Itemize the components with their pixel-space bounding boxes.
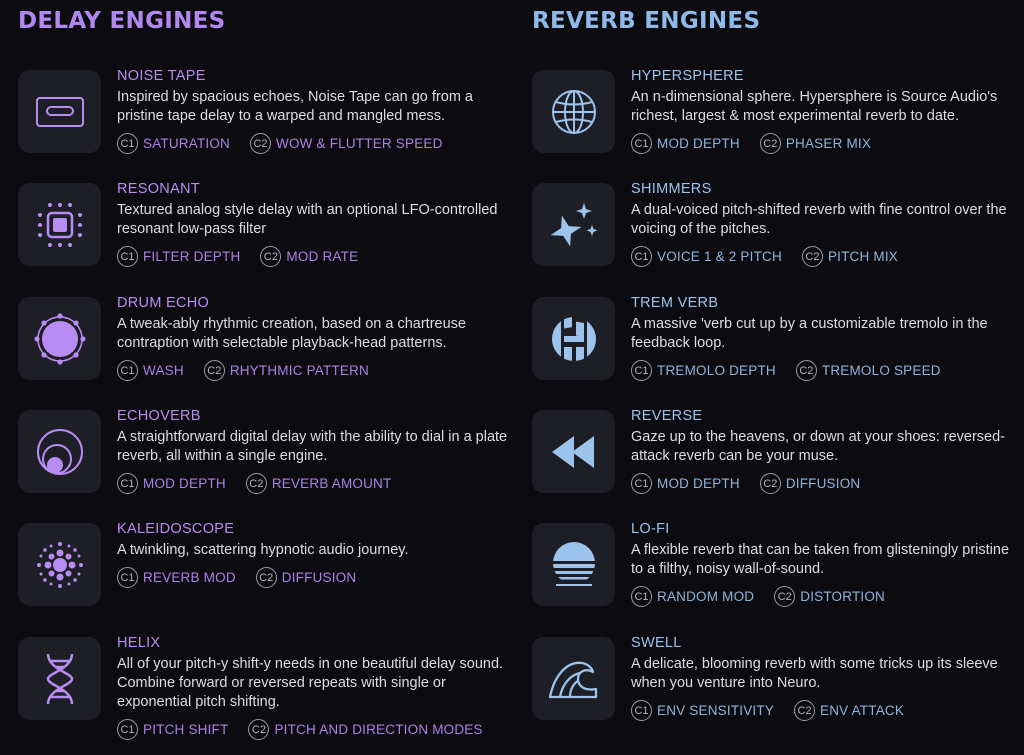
engine-name: HYPERSPHERE [631, 68, 744, 84]
c1-badge: C1 [631, 360, 652, 381]
c1-badge: C1 [631, 133, 652, 154]
control-label: RANDOM MOD [657, 589, 755, 604]
control-2 [760, 473, 861, 494]
engine-description: A flexible reverb that can be taken from glisteningly pristine to a filthy, noisy wall-of-sound. [631, 542, 1010, 577]
engine-controls [117, 567, 376, 588]
control-label: FILTER DEPTH [143, 249, 241, 264]
control-2 [260, 246, 358, 267]
control-1 [631, 360, 776, 381]
control-2 [796, 360, 941, 381]
chip-icon [18, 183, 101, 266]
control-2 [774, 586, 885, 607]
c2-badge: C2 [760, 133, 781, 154]
engine-name: NOISE TAPE [117, 68, 206, 84]
control-label: PHASER MIX [785, 136, 872, 151]
engine-controls [631, 360, 961, 381]
c1-badge: C1 [117, 719, 138, 740]
c1-badge: C1 [631, 700, 652, 721]
engine-description: All of your pitch-y shift-y needs in one beautiful delay sound. Combine forward or reversed repeats with single or exponential pitch shifting. [117, 656, 504, 710]
c1-badge: C1 [631, 246, 652, 267]
engine-description: A tweak-ably rhythmic creation, based on a chartreuse contraption with selectable playback-head patterns. [117, 316, 466, 351]
engine-description: Textured analog style delay with an optional LFO-controlled resonant low-pass filter [117, 202, 498, 237]
engine-controls [117, 719, 503, 740]
control-2 [246, 473, 392, 494]
engine-description: A delicate, blooming reverb with some tricks up its sleeve when you venture into Neuro. [631, 656, 998, 691]
control-label: DISTORTION [800, 589, 886, 604]
control-1 [631, 246, 782, 267]
c1-badge: C1 [117, 246, 138, 267]
engine-description: A massive 'verb cut up by a customizable tremolo in the feedback loop. [631, 316, 988, 351]
c1-badge: C1 [117, 567, 138, 588]
control-1 [117, 719, 228, 740]
sliced-circle-icon [532, 297, 615, 380]
engine-name: RESONANT [117, 181, 200, 197]
control-label: WASH [143, 363, 184, 378]
c2-badge: C2 [796, 360, 817, 381]
engine-controls [117, 473, 411, 494]
engine-description: A twinkling, scattering hypnotic audio journey. [117, 542, 409, 558]
engine-description: Inspired by spacious echoes, Noise Tape can go from a pristine tape delay to a warped and mangled mess. [117, 89, 473, 124]
control-label: REVERB AMOUNT [271, 476, 392, 491]
engine-name: DRUM ECHO [117, 295, 210, 311]
control-2 [248, 719, 482, 740]
c2-badge: C2 [256, 567, 277, 588]
c2-badge: C2 [774, 586, 795, 607]
control-1 [117, 133, 230, 154]
delay-engines-title: DELAY ENGINES [18, 8, 226, 34]
control-label: REVERB MOD [143, 570, 236, 585]
c2-badge: C2 [204, 360, 225, 381]
engine-name: REVERSE [631, 408, 703, 424]
c2-badge: C2 [760, 473, 781, 494]
rewind-icon [532, 410, 615, 493]
c1-badge: C1 [117, 473, 138, 494]
control-label: SATURATION [143, 136, 231, 151]
control-label: RHYTHMIC PATTERN [229, 363, 370, 378]
sparkles-icon [532, 183, 615, 266]
engine-name: TREM VERB [631, 295, 719, 311]
engine-description: Gaze up to the heavens, or down at your shoes: reversed-attack reverb can be your muse. [631, 429, 1005, 464]
control-label: MOD DEPTH [143, 476, 226, 491]
control-label: DIFFUSION [281, 570, 357, 585]
control-1 [117, 360, 184, 381]
control-label: WOW & FLUTTER SPEED [276, 136, 443, 151]
control-label: TREMOLO DEPTH [657, 363, 776, 378]
control-1 [117, 246, 240, 267]
control-1 [631, 473, 740, 494]
control-1 [631, 586, 754, 607]
engine-name: SWELL [631, 635, 682, 651]
c1-badge: C1 [117, 360, 138, 381]
control-2 [250, 133, 443, 154]
dna-helix-icon [18, 637, 101, 720]
engine-controls [631, 133, 891, 154]
engine-controls [117, 246, 378, 267]
engine-description: A dual-voiced pitch-shifted reverb with fine control over the voicing of the pitches. [631, 202, 1007, 237]
control-label: DIFFUSION [785, 476, 861, 491]
control-1 [631, 133, 740, 154]
engine-name: SHIMMERS [631, 181, 712, 197]
c1-badge: C1 [117, 133, 138, 154]
control-label: ENV SENSITIVITY [657, 703, 775, 718]
control-2 [794, 700, 904, 721]
control-2 [760, 133, 871, 154]
cassette-icon [18, 70, 101, 153]
dots-burst-icon [18, 523, 101, 606]
engine-controls [117, 360, 389, 381]
engine-controls [631, 246, 918, 267]
engine-name: HELIX [117, 635, 161, 651]
engine-name: LO-FI [631, 521, 670, 537]
control-label: PITCH AND DIRECTION MODES [274, 722, 483, 737]
control-label: TREMOLO SPEED [821, 363, 941, 378]
sunset-icon [532, 523, 615, 606]
reverb-engines-title: REVERB ENGINES [532, 8, 761, 34]
c2-badge: C2 [248, 719, 269, 740]
control-label: MOD RATE [286, 249, 359, 264]
c1-badge: C1 [631, 586, 652, 607]
control-1 [117, 473, 226, 494]
engine-name: KALEIDOSCOPE [117, 521, 235, 537]
engine-controls [631, 473, 880, 494]
control-label: ENV ATTACK [820, 703, 905, 718]
echo-circles-icon [18, 410, 101, 493]
c2-badge: C2 [794, 700, 815, 721]
control-2 [256, 567, 357, 588]
control-2 [204, 360, 369, 381]
globe-icon [532, 70, 615, 153]
c2-badge: C2 [260, 246, 281, 267]
control-1 [631, 700, 774, 721]
engine-name: ECHOVERB [117, 408, 201, 424]
control-label: PITCH SHIFT [143, 722, 229, 737]
c2-badge: C2 [802, 246, 823, 267]
c2-badge: C2 [246, 473, 267, 494]
engine-controls [117, 133, 463, 154]
control-1 [117, 567, 236, 588]
control-label: MOD DEPTH [657, 136, 740, 151]
engine-description: A straightforward digital delay with the ability to dial in a plate reverb, all within a single engine. [117, 429, 508, 464]
engine-description: An n-dimensional sphere. Hypersphere is Source Audio's richest, largest & most experimental reverb to date. [631, 89, 998, 124]
control-label: PITCH MIX [827, 249, 898, 264]
c2-badge: C2 [250, 133, 271, 154]
drum-icon [18, 297, 101, 380]
control-label: MOD DEPTH [657, 476, 740, 491]
engine-controls [631, 700, 924, 721]
wave-icon [532, 637, 615, 720]
engine-controls [631, 586, 905, 607]
c1-badge: C1 [631, 473, 652, 494]
control-2 [802, 246, 898, 267]
control-label: VOICE 1 & 2 PITCH [657, 249, 782, 264]
